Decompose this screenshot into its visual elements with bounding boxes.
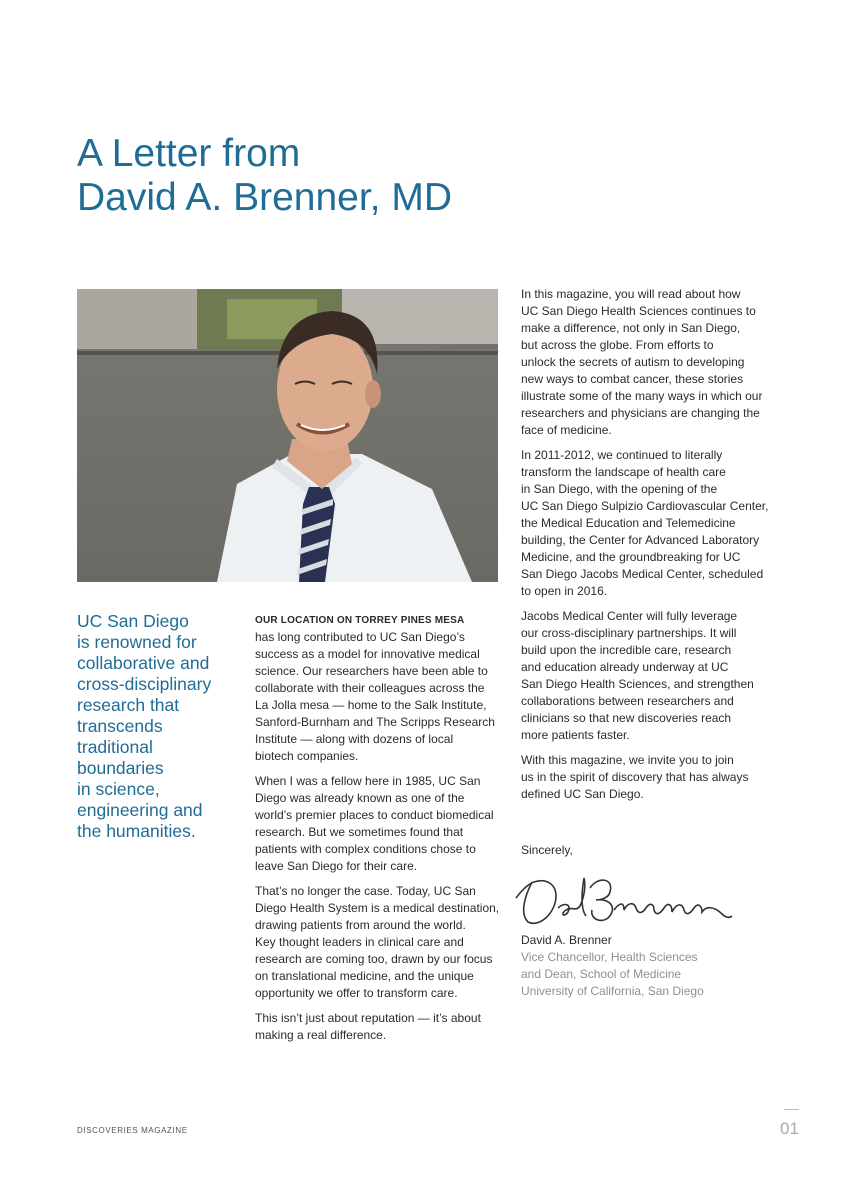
text-line: researchers and physicians are changing the bbox=[521, 406, 760, 420]
paragraph bbox=[521, 447, 771, 600]
text-line: That’s no longer the case. Today, UC San bbox=[255, 884, 476, 898]
text-line: unlock the secrets of autism to developing bbox=[521, 355, 745, 369]
text-line: UC San Diego Sulpizio Cardiovascular Center, bbox=[521, 499, 769, 513]
text-line: biotech companies. bbox=[255, 749, 359, 763]
text-line: This isn’t just about reputation — it’s about bbox=[255, 1011, 481, 1025]
text-line: collaborations between researchers and bbox=[521, 694, 734, 708]
title-line-1: A Letter from bbox=[77, 132, 301, 175]
portrait-illustration bbox=[77, 289, 498, 582]
text-line: face of medicine. bbox=[521, 423, 612, 437]
text-line: With this magazine, we invite you to join bbox=[521, 753, 734, 767]
text-line: has long contributed to UC San Diego’s bbox=[255, 630, 465, 644]
paragraph bbox=[255, 612, 505, 765]
text-line: defined UC San Diego. bbox=[521, 787, 644, 801]
signer-name: David A. Brenner bbox=[521, 933, 612, 947]
text-line: In 2011-2012, we continued to literally bbox=[521, 448, 723, 462]
pull-quote-line: boundaries bbox=[77, 758, 164, 778]
text-line: Key thought leaders in clinical care and bbox=[255, 935, 464, 949]
paragraph bbox=[255, 773, 505, 875]
pull-quote-line: UC San Diego bbox=[77, 611, 189, 631]
text-line: success as a model for innovative medical bbox=[255, 647, 480, 661]
text-line: but across the globe. From efforts to bbox=[521, 338, 714, 352]
text-line: opportunity we offer to transform care. bbox=[255, 986, 458, 1000]
text-line: clinicians so that new discoveries reach bbox=[521, 711, 732, 725]
text-line: La Jolla mesa — home to the Salk Institute, bbox=[255, 698, 487, 712]
page-number-rule bbox=[784, 1109, 799, 1110]
text-line: build upon the incredible care, research bbox=[521, 643, 732, 657]
text-line: Sanford-Burnham and The Scripps Research bbox=[255, 715, 495, 729]
text-line: transform the landscape of health care bbox=[521, 465, 726, 479]
paragraph bbox=[521, 752, 771, 803]
text-line: Diego Health System is a medical destination, bbox=[255, 901, 500, 915]
paragraph bbox=[255, 1010, 505, 1044]
handwritten-signature bbox=[510, 868, 735, 930]
lead-in: OUR LOCATION ON TORREY PINES MESA bbox=[255, 615, 465, 626]
paragraph bbox=[521, 608, 771, 744]
signoff-block bbox=[521, 932, 704, 1000]
pull-quote-line: engineering and bbox=[77, 800, 203, 820]
pull-quote-line: in science, bbox=[77, 779, 160, 799]
text-line: our cross-disciplinary partnerships. It will bbox=[521, 626, 737, 640]
text-line: and education already underway at UC bbox=[521, 660, 729, 674]
paragraph bbox=[255, 883, 505, 1002]
pull-quote-line: cross-disciplinary bbox=[77, 674, 212, 694]
text-line: to open in 2016. bbox=[521, 584, 608, 598]
title-line-2: David A. Brenner, MD bbox=[77, 176, 452, 219]
text-line: Jacobs Medical Center will fully leverage bbox=[521, 609, 738, 623]
page-title bbox=[77, 132, 637, 220]
pull-quote-line: transcends bbox=[77, 716, 163, 736]
text-line: new ways to combat cancer, these stories bbox=[521, 372, 744, 386]
pull-quote-line: traditional bbox=[77, 737, 153, 757]
text-line: Institute — along with dozens of local bbox=[255, 732, 454, 746]
letter-column-right bbox=[521, 286, 771, 811]
text-line: San Diego Health Sciences, and strengthen bbox=[521, 677, 754, 691]
text-line: illustrate some of the many ways in which our bbox=[521, 389, 763, 403]
text-line: In this magazine, you will read about how bbox=[521, 287, 741, 301]
text-line: making a real difference. bbox=[255, 1028, 387, 1042]
signer-role-line: University of California, San Diego bbox=[521, 984, 704, 998]
text-line: San Diego Jacobs Medical Center, scheduled bbox=[521, 567, 764, 581]
text-line: leave San Diego for their care. bbox=[255, 859, 418, 873]
text-line: make a difference, not only in San Diego, bbox=[521, 321, 741, 335]
text-line: science. Our researchers have been able to bbox=[255, 664, 488, 678]
text-line: UC San Diego Health Sciences continues to bbox=[521, 304, 756, 318]
text-line: Medicine, and the groundbreaking for UC bbox=[521, 550, 741, 564]
pull-quote-line: research that bbox=[77, 695, 180, 715]
paragraph bbox=[521, 286, 771, 439]
text-line: collaborate with their colleagues across the bbox=[255, 681, 485, 695]
text-line: patients with complex conditions chose to bbox=[255, 842, 476, 856]
portrait-photo bbox=[77, 289, 498, 582]
letter-column-middle bbox=[255, 612, 505, 1052]
pull-quote-line: the humanities. bbox=[77, 821, 196, 841]
text-line: When I was a fellow here in 1985, UC San bbox=[255, 774, 481, 788]
text-line: more patients faster. bbox=[521, 728, 630, 742]
pull-quote-line: collaborative and bbox=[77, 653, 210, 673]
page-number: 01 bbox=[780, 1119, 799, 1138]
closing-salutation: Sincerely, bbox=[521, 843, 573, 857]
text-line: building, the Center for Advanced Laboratory bbox=[521, 533, 760, 547]
pull-quote bbox=[77, 611, 237, 842]
signer-role-line: Vice Chancellor, Health Sciences bbox=[521, 950, 698, 964]
text-line: in San Diego, with the opening of the bbox=[521, 482, 718, 496]
footer-magazine-name: DISCOVERIES MAGAZINE bbox=[77, 1126, 188, 1135]
text-line: on translational medicine, and the unique bbox=[255, 969, 474, 983]
signer-role-line: and Dean, School of Medicine bbox=[521, 967, 682, 981]
text-line: the Medical Education and Telemedicine bbox=[521, 516, 736, 530]
pull-quote-line: is renowned for bbox=[77, 632, 197, 652]
text-line: world’s premier places to conduct biomedical bbox=[255, 808, 494, 822]
text-line: drawing patients from around the world. bbox=[255, 918, 466, 932]
text-line: us in the spirit of discovery that has always bbox=[521, 770, 749, 784]
text-line: research. But we sometimes found that bbox=[255, 825, 464, 839]
text-line: Diego was already known as one of the bbox=[255, 791, 465, 805]
text-line: research are coming too, drawn by our focus bbox=[255, 952, 493, 966]
